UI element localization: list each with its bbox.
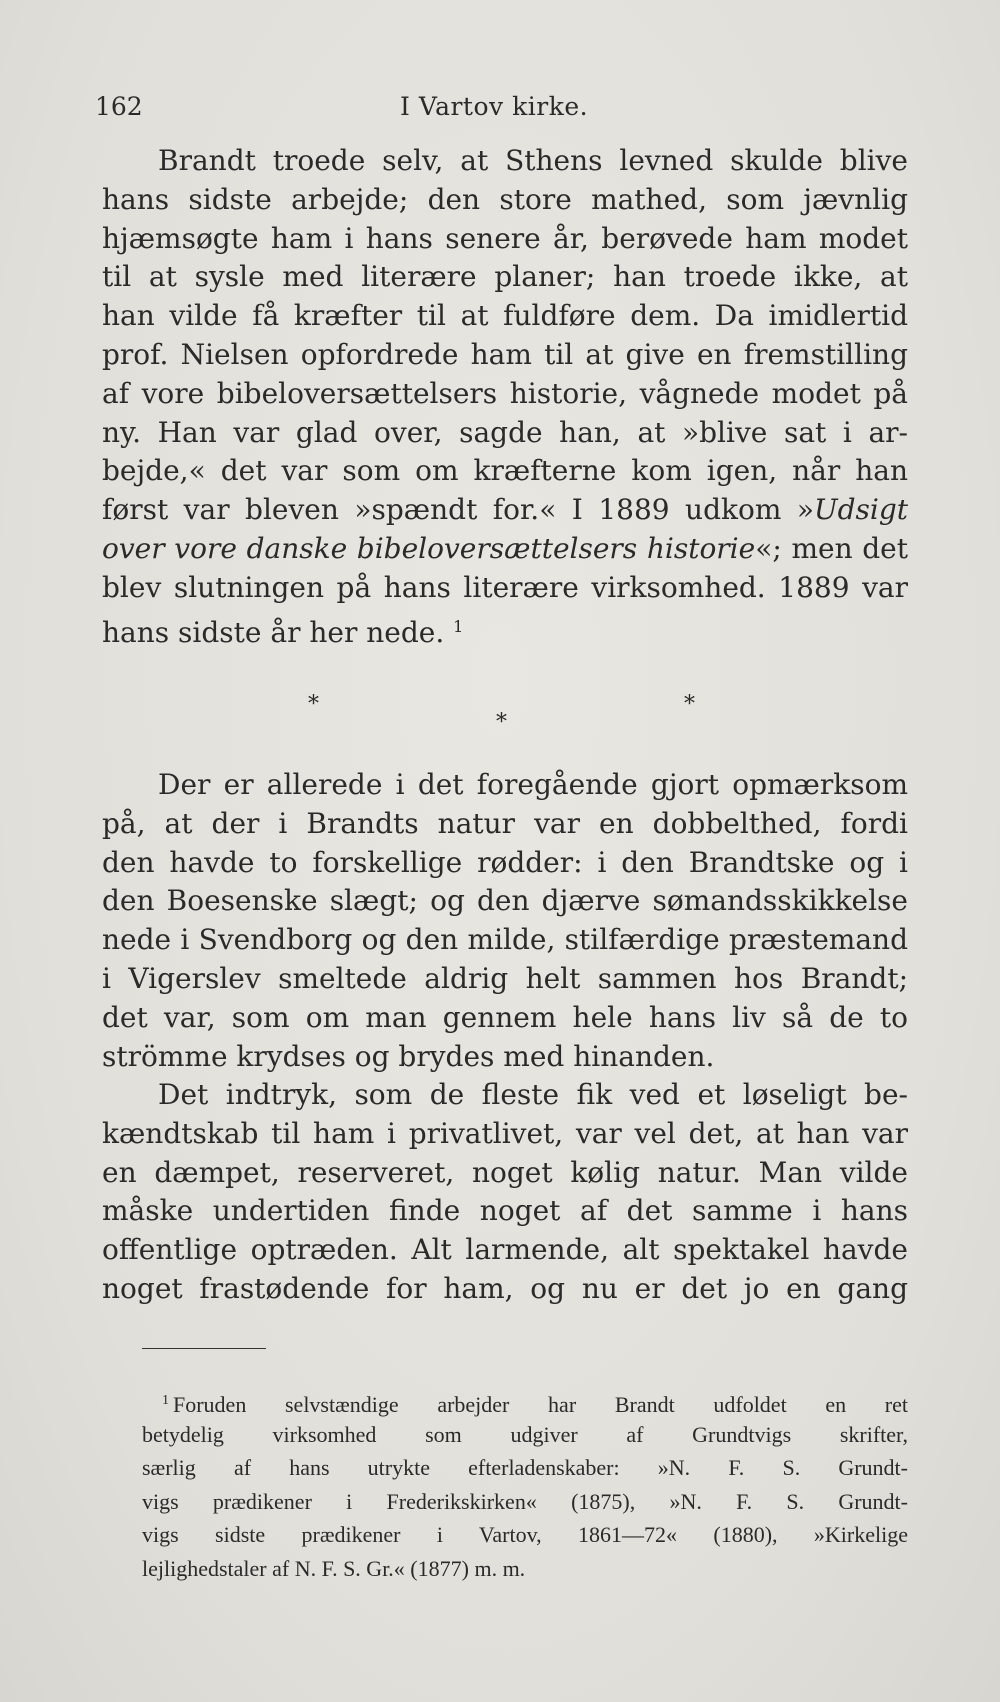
- text-line: måske undertiden finde noget af det samme i hans: [102, 1194, 908, 1228]
- asterisk: *: [496, 710, 507, 735]
- text-segment: Foruden selvstændige arbejder har Brandt udfoldet en ret: [173, 1392, 908, 1417]
- italic-title: over vore danske bibeloversættelsers historie: [102, 531, 756, 565]
- text-line: det var, som om man gennem hele hans liv så de to: [102, 1000, 908, 1034]
- paragraph-2: [102, 766, 908, 1076]
- paragraph-1: [102, 142, 909, 649]
- text-line: ny. Han var glad over, sagde han, at »blive sat i ar-: [102, 415, 908, 449]
- text-line: nede i Svendborg og den milde, stilfærdige præstemand: [102, 923, 908, 957]
- footnote-reference: 1: [453, 616, 464, 636]
- footnote-line: betydelig virksomhed som udgiver af Grundtvigs skrifter,: [142, 1421, 908, 1447]
- text-line: hans sidste arbejde; den store mathed, som jævnlig: [102, 182, 908, 216]
- footnote-line: lejlighedstaler af N. F. S. Gr.« (1877) m. m.: [142, 1555, 526, 1581]
- section-break: [0, 688, 1000, 738]
- text-line: kændtskab til ham i privatlivet, var vel det, at han var: [102, 1116, 908, 1150]
- text-line: den havde to forskellige rødder: i den Brandtske og i: [102, 845, 908, 879]
- asterisk: *: [308, 692, 319, 717]
- footnote: [142, 1384, 908, 1585]
- text-line: [102, 530, 908, 569]
- footnote-line: vigs sidste prædikener i Vartov, 1861—72« (1880), »Kirkelige: [142, 1522, 908, 1547]
- text-segment: «; men det: [755, 531, 909, 565]
- text-line: noget frastødende for ham, og nu er det jo en gang: [102, 1271, 908, 1305]
- text-line: af vore bibeloversættelsers historie, vågnede modet på: [102, 376, 908, 410]
- asterisk: *: [684, 692, 695, 717]
- text-line: strömme krydses og brydes med hinanden.: [102, 1039, 715, 1073]
- text-line: til at sysle med literære planer; han troede ikke, at: [102, 260, 908, 294]
- text-line: [102, 608, 908, 647]
- footnote-line: særlig af hans utrykte efterladenskaber: »N. F. S. Grundt-: [142, 1455, 908, 1480]
- text-line: den Boesenske slægt; og den djærve sømandsskikkelse: [102, 884, 908, 918]
- page-header: [95, 92, 905, 128]
- text-line: på, at der i Brandts natur var en dobbelthed, fordi: [102, 806, 908, 840]
- text-line: han vilde få kræfter til at fuldføre dem. Da imidlertid: [102, 299, 908, 333]
- footnote-rule: [142, 1348, 266, 1349]
- footnote-line: [142, 1384, 908, 1418]
- text-line: i Vigerslev smeltede aldrig helt sammen hos Brandt;: [102, 961, 908, 995]
- text-segment: hans sidste år her nede.: [102, 615, 445, 649]
- text-line: Brandt troede selv, at Sthens levned skulde blive: [158, 144, 908, 177]
- text-line: prof. Nielsen opfordrede ham til at give en fremstilling: [102, 337, 908, 371]
- text-line: offentlige optræden. Alt larmende, alt spektakel havde: [102, 1233, 908, 1267]
- text-line: bejde,« det var som om kræfterne kom igen, når han: [102, 454, 908, 488]
- running-head: I Vartov kirke.: [400, 92, 589, 121]
- footnote-line: vigs prædikener i Frederikskirken« (1875), »N. F. S. Grundt-: [142, 1488, 908, 1514]
- footnote-mark: 1: [162, 1393, 169, 1408]
- text-segment: først var bleven »spændt for.« I 1889 udkom »: [102, 493, 814, 527]
- text-line: blev slutningen på hans literære virksomhed. 1889 var: [102, 570, 908, 604]
- text-line: hjæmsøgte ham i hans senere år, berøvede ham modet: [102, 221, 908, 255]
- text-line: [102, 491, 908, 530]
- italic-title: Udsigt: [813, 493, 908, 527]
- text-line: Det indtryk, som de fleste fik ved et løseligt be-: [158, 1078, 908, 1111]
- paragraph-3: [102, 1076, 908, 1309]
- text-line: en dæmpet, reserveret, noget kølig natur. Man vilde: [102, 1155, 908, 1189]
- text-line: Der er allerede i det foregående gjort opmærksom: [158, 768, 908, 801]
- page-number: 162: [95, 92, 143, 121]
